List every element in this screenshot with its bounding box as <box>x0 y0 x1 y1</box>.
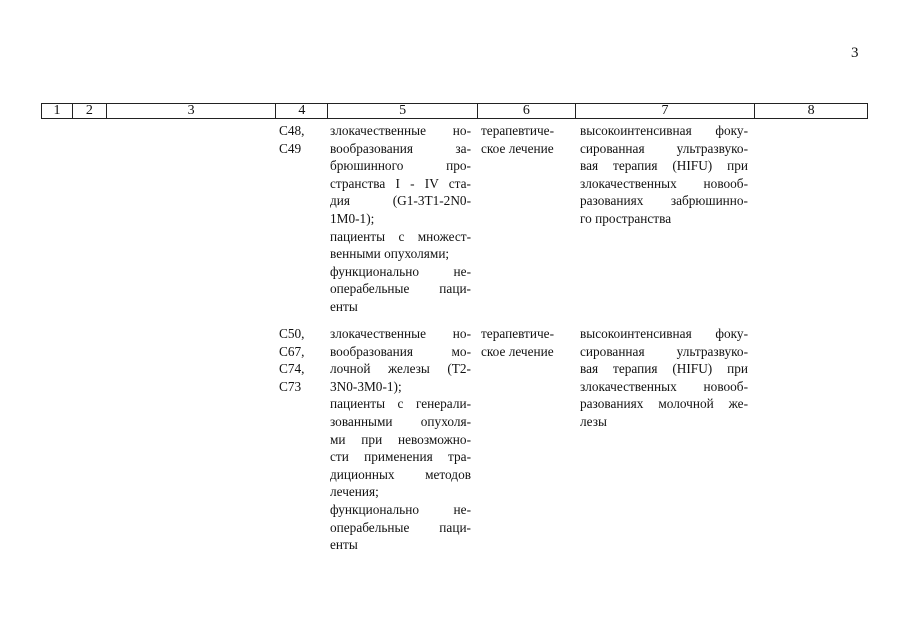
table-header-row <box>41 103 868 119</box>
description-line: операбельные паци- <box>330 519 471 535</box>
description-line: пациенты с генерали- <box>330 396 471 412</box>
treatment-type-line: терапевтиче- <box>481 326 554 341</box>
method-line: разованиях молочной же- <box>580 396 748 412</box>
treatment-type-line: терапевтиче- <box>481 123 554 138</box>
row-2-treatment-type <box>481 325 573 360</box>
row-2-method <box>580 325 748 431</box>
method-line: вая терапия (HIFU) при <box>580 158 748 174</box>
description-line: лочной железы (T2- <box>330 361 471 377</box>
code-line: C49 <box>279 140 302 156</box>
method-line: го пространства <box>580 210 672 226</box>
column-header-4: 4 <box>275 104 327 118</box>
description-line: сти применения тра- <box>330 449 471 465</box>
description-line: функционально не- <box>330 501 471 517</box>
method-line: сированная ультразвуко- <box>580 343 748 359</box>
column-header-1: 1 <box>53 103 61 118</box>
description-line: енты <box>330 537 358 553</box>
column-header-5: 5 <box>327 104 477 118</box>
description-line: вообразования мо- <box>330 343 471 359</box>
code-line: C73 <box>279 378 302 394</box>
description-line: енты <box>330 298 358 314</box>
description-line: операбельные паци- <box>330 281 471 297</box>
column-header-3: 3 <box>106 104 276 118</box>
column-header-8: 8 <box>754 104 867 118</box>
description-line: диционных методов <box>330 466 471 482</box>
code-line: C48, <box>279 123 305 138</box>
row-1-description <box>330 122 471 316</box>
description-line: 3N0-3M0-1); <box>330 378 402 394</box>
column-header-2: 2 <box>72 104 106 118</box>
method-line: сированная ультразвуко- <box>580 140 748 156</box>
method-line: злокачественных новооб- <box>580 175 748 191</box>
description-line: венными опухолями; <box>330 246 450 262</box>
method-line: разованиях забрюшинно- <box>580 193 748 209</box>
description-line: странства I - IV ста- <box>330 175 471 191</box>
column-header-6: 6 <box>477 104 575 118</box>
row-1-codes <box>279 122 323 157</box>
row-1-method <box>580 122 748 228</box>
description-line: пациенты с множест- <box>330 228 471 244</box>
treatment-type-line: ское лечение <box>481 140 554 156</box>
description-line: функционально не- <box>330 263 471 279</box>
method-line: лезы <box>580 413 607 429</box>
row-2-codes <box>279 325 323 395</box>
method-line: вая терапия (HIFU) при <box>580 361 748 377</box>
method-line: злокачественных новооб- <box>580 378 748 394</box>
method-line: высокоинтенсивная фоку- <box>580 123 748 138</box>
description-line: дия (G1-3T1-2N0- <box>330 193 471 209</box>
description-line: ми при невозможно- <box>330 431 471 447</box>
code-line: C67, <box>279 343 305 359</box>
code-line: C50, <box>279 326 305 341</box>
description-line: злокачественные но- <box>330 326 471 341</box>
method-line: высокоинтенсивная фоку- <box>580 326 748 341</box>
row-2-description <box>330 325 471 554</box>
description-line: вообразования за- <box>330 140 471 156</box>
row-1-treatment-type <box>481 122 573 157</box>
description-line: зованными опухоля- <box>330 413 471 429</box>
description-line: лечения; <box>330 484 379 500</box>
page-number: 3 <box>851 45 859 61</box>
column-header-7: 7 <box>575 104 755 118</box>
description-line: 1M0-1); <box>330 210 375 226</box>
description-line: брюшинного про- <box>330 158 471 174</box>
description-line: злокачественные но- <box>330 123 471 138</box>
treatment-type-line: ское лечение <box>481 343 554 359</box>
code-line: C74, <box>279 361 305 377</box>
